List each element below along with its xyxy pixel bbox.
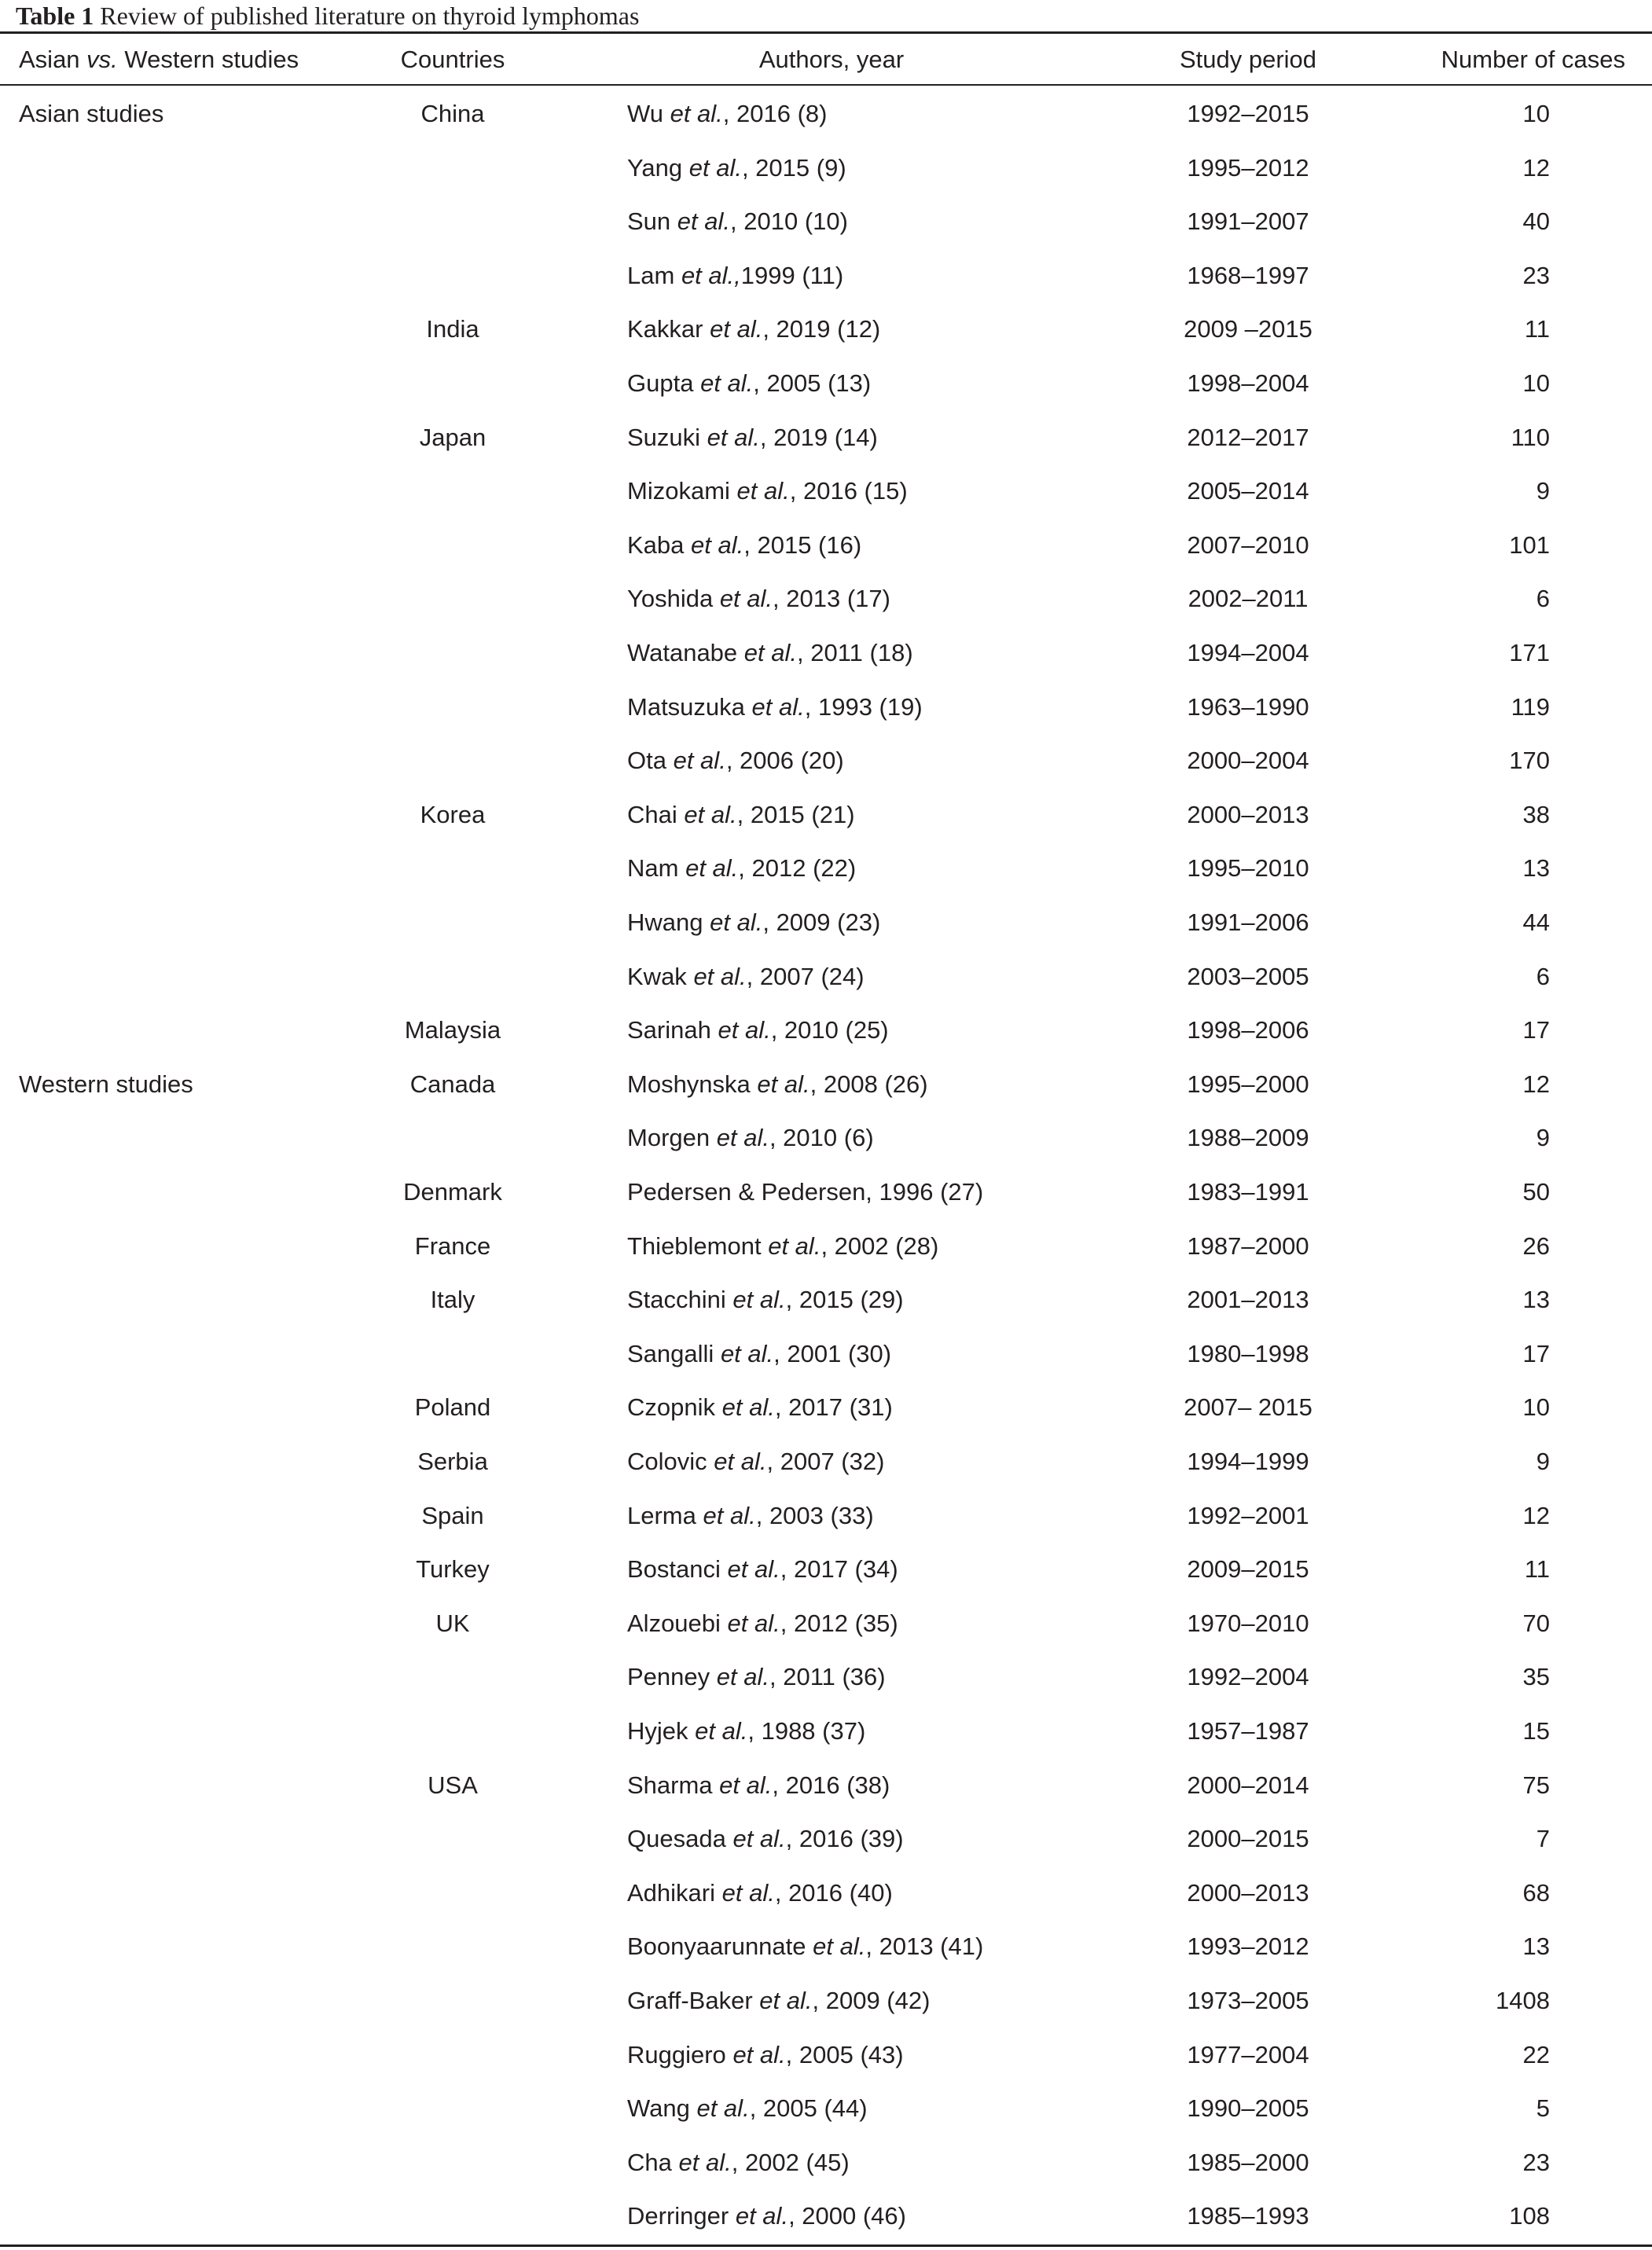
table-row bbox=[0, 842, 1652, 895]
cell-authors-year: Boonyaarunnate et al., 2013 (41) bbox=[627, 1933, 984, 1961]
cell-study-period: 1977–2004 bbox=[1187, 2040, 1309, 2068]
table-row bbox=[0, 357, 1652, 410]
cell-authors-year: Ruggiero et al., 2005 (43) bbox=[627, 2040, 904, 2068]
cell-study-period: 2012–2017 bbox=[1187, 423, 1309, 451]
cell-study-period: 1998–2006 bbox=[1187, 1016, 1309, 1044]
cell-authors-year: Sharma et al., 2016 (38) bbox=[627, 1771, 890, 1799]
cell-country: India bbox=[426, 315, 479, 343]
cell-number-of-cases: 5 bbox=[1536, 2094, 1550, 2123]
table-row bbox=[0, 1165, 1652, 1219]
table-row bbox=[0, 1920, 1652, 1973]
header-countries: Countries bbox=[400, 46, 505, 73]
cell-country: Malaysia bbox=[404, 1016, 501, 1044]
cell-study-period: 1983–1991 bbox=[1187, 1178, 1309, 1206]
table-row bbox=[0, 2082, 1652, 2135]
cell-number-of-cases: 119 bbox=[1511, 692, 1550, 721]
cell-number-of-cases: 23 bbox=[1522, 2148, 1550, 2176]
cell-authors-year: Moshynska et al., 2008 (26) bbox=[627, 1070, 928, 1098]
cell-country: Japan bbox=[419, 423, 486, 451]
cell-authors-year: Kakkar et al., 2019 (12) bbox=[627, 315, 881, 343]
cell-number-of-cases: 50 bbox=[1522, 1178, 1550, 1206]
cell-country: Poland bbox=[414, 1393, 491, 1422]
cell-number-of-cases: 101 bbox=[1509, 530, 1550, 559]
bottom-rule bbox=[0, 2244, 1652, 2247]
cell-study-period: 1995–2012 bbox=[1187, 153, 1309, 182]
cell-number-of-cases: 23 bbox=[1522, 261, 1550, 289]
cell-number-of-cases: 10 bbox=[1522, 100, 1550, 127]
cell-number-of-cases: 17 bbox=[1522, 1339, 1550, 1367]
cell-number-of-cases: 6 bbox=[1536, 585, 1550, 613]
cell-study-period: 1980–1998 bbox=[1187, 1339, 1309, 1367]
table-row bbox=[0, 1543, 1652, 1596]
table-row bbox=[0, 87, 1652, 141]
table-row bbox=[0, 1866, 1652, 1920]
cell-country: Turkey bbox=[416, 1555, 490, 1584]
cell-number-of-cases: 11 bbox=[1524, 1555, 1550, 1584]
cell-study-period: 1990–2005 bbox=[1187, 2094, 1309, 2123]
cell-number-of-cases: 1408 bbox=[1496, 1987, 1550, 2014]
cell-authors-year: Sun et al., 2010 (10) bbox=[627, 207, 848, 236]
cell-authors-year: Hwang et al., 2009 (23) bbox=[627, 908, 881, 936]
cell-number-of-cases: 10 bbox=[1522, 1393, 1550, 1422]
table-row bbox=[0, 681, 1652, 734]
cell-number-of-cases: 110 bbox=[1511, 423, 1550, 451]
table-row bbox=[0, 1004, 1652, 1057]
table-row bbox=[0, 1812, 1652, 1866]
cell-authors-year: Lam et al.,1999 (11) bbox=[627, 261, 844, 289]
cell-study-period: 2000–2015 bbox=[1187, 1825, 1309, 1853]
table-row bbox=[0, 626, 1652, 680]
cell-country: Serbia bbox=[417, 1448, 488, 1475]
table-row bbox=[0, 2136, 1652, 2189]
cell-authors-year: Penney et al., 2011 (36) bbox=[627, 1663, 886, 1691]
header-group: Asian vs. Western studies bbox=[19, 46, 299, 73]
cell-number-of-cases: 171 bbox=[1509, 639, 1550, 666]
table-label: Table 1 bbox=[16, 2, 94, 30]
cell-number-of-cases: 9 bbox=[1536, 1124, 1550, 1152]
header-rule bbox=[0, 84, 1652, 86]
cell-number-of-cases: 9 bbox=[1536, 477, 1550, 505]
table-row bbox=[0, 788, 1652, 842]
cell-study-period: 2000–2013 bbox=[1187, 1878, 1309, 1907]
cell-number-of-cases: 40 bbox=[1522, 207, 1550, 236]
table-row bbox=[0, 572, 1652, 626]
table-row bbox=[0, 1759, 1652, 1812]
cell-study-period: 2009–2015 bbox=[1187, 1555, 1309, 1584]
cell-authors-year: Adhikari et al., 2016 (40) bbox=[627, 1878, 893, 1907]
cell-authors-year: Czopnik et al., 2017 (31) bbox=[627, 1393, 893, 1422]
cell-study-period: 1991–2007 bbox=[1187, 207, 1309, 236]
cell-authors-year: Thieblemont et al., 2002 (28) bbox=[627, 1231, 939, 1260]
cell-authors-year: Alzouebi et al., 2012 (35) bbox=[627, 1609, 898, 1637]
cell-authors-year: Graff-Baker et al., 2009 (42) bbox=[627, 1987, 931, 2014]
cell-study-period: 2000–2013 bbox=[1187, 800, 1309, 828]
cell-authors-year: Sangalli et al., 2001 (30) bbox=[627, 1339, 892, 1367]
cell-authors-year: Gupta et al., 2005 (13) bbox=[627, 369, 872, 397]
table-caption bbox=[16, 2, 639, 30]
cell-authors-year: Lerma et al., 2003 (33) bbox=[627, 1501, 874, 1529]
cell-study-period: 1973–2005 bbox=[1187, 1987, 1309, 2014]
table-row bbox=[0, 2189, 1652, 2243]
cell-authors-year: Morgen et al., 2010 (6) bbox=[627, 1124, 874, 1152]
cell-authors-year: Nam et al., 2012 (22) bbox=[627, 854, 857, 883]
cell-study-period: 1985–1993 bbox=[1187, 2202, 1309, 2230]
cell-number-of-cases: 9 bbox=[1536, 1448, 1550, 1475]
cell-number-of-cases: 13 bbox=[1522, 1933, 1550, 1961]
cell-number-of-cases: 17 bbox=[1522, 1016, 1550, 1044]
cell-number-of-cases: 35 bbox=[1522, 1663, 1550, 1691]
table-row bbox=[0, 141, 1652, 195]
cell-study-period: 1994–1999 bbox=[1187, 1448, 1309, 1475]
cell-authors-year: Yang et al., 2015 (9) bbox=[627, 153, 846, 182]
cell-study-period: 1987–2000 bbox=[1187, 1231, 1309, 1260]
cell-authors-year: Wu et al., 2016 (8) bbox=[627, 100, 828, 127]
table-row bbox=[0, 464, 1652, 518]
cell-number-of-cases: 44 bbox=[1522, 908, 1550, 936]
cell-country: Italy bbox=[430, 1286, 475, 1314]
table-header bbox=[0, 33, 1652, 86]
table-row bbox=[0, 1273, 1652, 1327]
table-row bbox=[0, 1220, 1652, 1273]
cell-number-of-cases: 75 bbox=[1522, 1771, 1550, 1799]
cell-study-period: 2000–2014 bbox=[1187, 1771, 1309, 1799]
cell-number-of-cases: 68 bbox=[1522, 1878, 1550, 1907]
table-row bbox=[0, 1489, 1652, 1543]
cell-study-period: 1985–2000 bbox=[1187, 2148, 1309, 2176]
cell-authors-year: Yoshida et al., 2013 (17) bbox=[627, 585, 890, 613]
header-number-of-cases: Number of cases bbox=[1441, 46, 1625, 73]
table-row bbox=[0, 896, 1652, 949]
table-row bbox=[0, 1111, 1652, 1165]
cell-study-period: 1992–2015 bbox=[1187, 100, 1309, 127]
cell-authors-year: Colovic et al., 2007 (32) bbox=[627, 1448, 885, 1475]
table-row bbox=[0, 1381, 1652, 1434]
cell-number-of-cases: 170 bbox=[1509, 747, 1550, 775]
cell-study-period: 1970–2010 bbox=[1187, 1609, 1309, 1637]
cell-country: France bbox=[414, 1231, 491, 1260]
table-row bbox=[0, 1597, 1652, 1650]
cell-study-period: 2002–2011 bbox=[1188, 585, 1309, 613]
cell-number-of-cases: 22 bbox=[1522, 2040, 1550, 2068]
cell-number-of-cases: 15 bbox=[1522, 1717, 1550, 1745]
cell-study-period: 1988–2009 bbox=[1187, 1124, 1309, 1152]
cell-study-period: 1991–2006 bbox=[1187, 908, 1309, 936]
table-row bbox=[0, 1058, 1652, 1111]
cell-country: Denmark bbox=[403, 1178, 502, 1206]
cell-study-period: 1998–2004 bbox=[1187, 369, 1309, 397]
table-row bbox=[0, 303, 1652, 356]
cell-study-period: 2007–2010 bbox=[1187, 530, 1309, 559]
cell-country: Korea bbox=[420, 800, 486, 828]
cell-authors-year: Kaba et al., 2015 (16) bbox=[627, 530, 862, 559]
cell-authors-year: Cha et al., 2002 (45) bbox=[627, 2148, 850, 2176]
table-row bbox=[0, 950, 1652, 1004]
table-row bbox=[0, 1327, 1652, 1381]
cell-study-period: 2001–2013 bbox=[1187, 1286, 1309, 1314]
cell-study-group: Western studies bbox=[19, 1070, 193, 1098]
cell-number-of-cases: 6 bbox=[1536, 962, 1550, 990]
cell-authors-year: Kwak et al., 2007 (24) bbox=[627, 962, 865, 990]
cell-authors-year: Ota et al., 2006 (20) bbox=[627, 747, 844, 775]
cell-number-of-cases: 12 bbox=[1522, 1501, 1550, 1529]
cell-country: USA bbox=[428, 1771, 478, 1799]
cell-number-of-cases: 7 bbox=[1536, 1825, 1550, 1853]
header-authors: Authors, year bbox=[758, 46, 905, 73]
cell-number-of-cases: 12 bbox=[1522, 1070, 1550, 1098]
cell-country: China bbox=[420, 100, 485, 127]
cell-study-period: 1993–2012 bbox=[1187, 1933, 1309, 1961]
cell-study-period: 2009 –2015 bbox=[1184, 315, 1312, 343]
cell-number-of-cases: 12 bbox=[1522, 153, 1550, 182]
table-row bbox=[0, 411, 1652, 464]
cell-authors-year: Mizokami et al., 2016 (15) bbox=[627, 477, 908, 505]
table-row bbox=[0, 1705, 1652, 1758]
table-title: Review of published literature on thyroid lymphomas bbox=[100, 2, 640, 30]
table-row bbox=[0, 195, 1652, 248]
cell-country: Canada bbox=[409, 1070, 496, 1098]
cell-study-period: 2007– 2015 bbox=[1184, 1393, 1312, 1422]
cell-authors-year: Chai et al., 2015 (21) bbox=[627, 800, 855, 828]
cell-authors-year: Bostanci et al., 2017 (34) bbox=[627, 1555, 898, 1584]
cell-study-group: Asian studies bbox=[19, 100, 164, 127]
cell-authors-year: Pedersen & Pedersen, 1996 (27) bbox=[627, 1178, 984, 1206]
header-study-period: Study period bbox=[1179, 46, 1317, 73]
cell-study-period: 1992–2004 bbox=[1187, 1663, 1309, 1691]
cell-authors-year: Derringer et al., 2000 (46) bbox=[627, 2202, 906, 2230]
table-row bbox=[0, 2028, 1652, 2082]
cell-number-of-cases: 108 bbox=[1509, 2202, 1550, 2230]
cell-number-of-cases: 10 bbox=[1522, 369, 1550, 397]
cell-number-of-cases: 38 bbox=[1522, 800, 1550, 828]
table-row bbox=[0, 1650, 1652, 1704]
cell-country: UK bbox=[435, 1609, 470, 1637]
table-row bbox=[0, 734, 1652, 787]
cell-study-period: 1995–2000 bbox=[1187, 1070, 1309, 1098]
cell-study-period: 2003–2005 bbox=[1187, 962, 1309, 990]
cell-study-period: 1994–2004 bbox=[1187, 639, 1309, 666]
cell-study-period: 1995–2010 bbox=[1187, 854, 1309, 883]
cell-authors-year: Hyjek et al., 1988 (37) bbox=[627, 1717, 866, 1745]
cell-study-period: 1992–2001 bbox=[1187, 1501, 1309, 1529]
table-row bbox=[0, 1435, 1652, 1488]
cell-number-of-cases: 70 bbox=[1522, 1609, 1550, 1637]
cell-authors-year: Matsuzuka et al., 1993 (19) bbox=[627, 692, 923, 721]
cell-authors-year: Quesada et al., 2016 (39) bbox=[627, 1825, 904, 1853]
cell-number-of-cases: 26 bbox=[1522, 1231, 1550, 1260]
cell-number-of-cases: 13 bbox=[1522, 1286, 1550, 1314]
table-row bbox=[0, 1974, 1652, 2028]
table-row bbox=[0, 519, 1652, 572]
cell-number-of-cases: 13 bbox=[1522, 854, 1550, 883]
cell-country: Spain bbox=[421, 1501, 484, 1529]
cell-authors-year: Watanabe et al., 2011 (18) bbox=[627, 639, 913, 666]
cell-study-period: 1963–1990 bbox=[1187, 692, 1309, 721]
cell-authors-year: Stacchini et al., 2015 (29) bbox=[627, 1286, 904, 1314]
cell-authors-year: Sarinah et al., 2010 (25) bbox=[627, 1016, 889, 1044]
cell-authors-year: Suzuki et al., 2019 (14) bbox=[627, 423, 878, 451]
cell-study-period: 2005–2014 bbox=[1187, 477, 1309, 505]
cell-authors-year: Wang et al., 2005 (44) bbox=[627, 2094, 868, 2123]
table-row bbox=[0, 249, 1652, 303]
cell-study-period: 1957–1987 bbox=[1187, 1717, 1309, 1745]
cell-study-period: 2000–2004 bbox=[1187, 747, 1309, 775]
cell-study-period: 1968–1997 bbox=[1187, 261, 1309, 289]
cell-number-of-cases: 11 bbox=[1524, 315, 1550, 343]
